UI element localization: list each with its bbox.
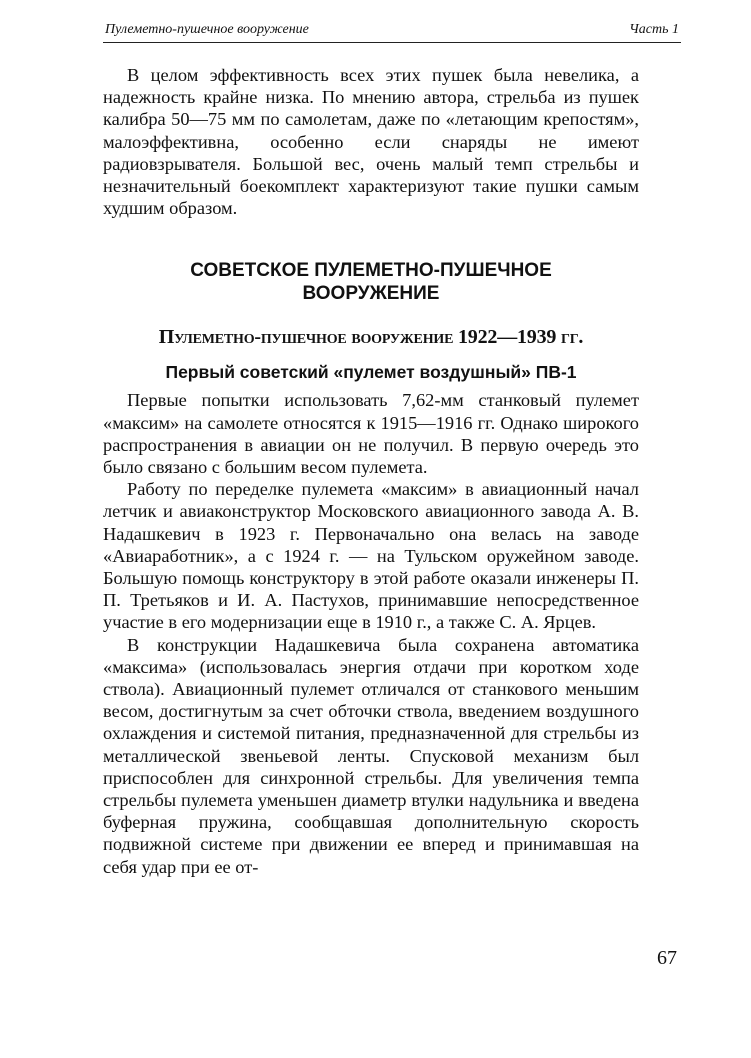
paragraph-2: Работу по переделке пулемета «максим» в авиационный начал летчик и авиаконструктор Московского авиационного завода А. В. Надашкевич в 1923 г. Первоначально она велась на заводе «Авиаработник», а с 1924 г. — на Тульском оружейном заводе. Большую помощь конструктору в этой работе оказали инженеры П. П. Третьяков и И. А. Пастухов, принимавшие непосредственное участие в его модернизации еще в 1910 г., а также С. А. Ярцев. (103, 479, 639, 633)
running-header (103, 20, 681, 43)
section-title (103, 259, 639, 305)
paragraph-1: Первые попытки использовать 7,62-мм станковый пулемет «максим» на самолете относятся к 1915—1916 гг. Однако широкого распространения в авиации он не получил. В первую очередь это было связано с большим весом пулемета. (103, 390, 639, 478)
paragraph-intro: В целом эффективность всех этих пушек была невелика, а надежность крайне низка. По мнению автора, стрельба из пушек калибра 50—75 мм по самолетам, даже по «летающим крепостям», малоэффективна, особенно если снаряды не имеют радиовзрывателя. Большой вес, очень малый темп стрельбы и незначительный боекомплект характеризуют такие пушки самым худшим образом. (103, 65, 639, 219)
page-body (103, 64, 639, 878)
section-title-line1: СОВЕТСКОЕ ПУЛЕМЕТНО-ПУШЕЧНОЕ (190, 260, 552, 282)
paragraph-3: В конструкции Надашкевича была сохранена автоматика «максима» (использовалась энергия отдачи при коротком ходе ствола). Авиационный пулемет отличался от станкового меньшим весом, достигнутым за счет обточки ствола, введением воздушного охлаждения и системой питания, предназначенной для стрельбы из металлической звеньевой ленты. Спусковой механизм был приспособлен для синхронной стрельбы. Для увеличения темпа стрельбы пулемета уменьшен диаметр втулки надульника и введена буферная пружина, сообщавшая дополнительную скорость подвижной системе при движении ее вперед и принимавшая на себя удар при ее от- (103, 634, 639, 877)
section-title-line2: ВООРУЖЕНИЕ (302, 283, 440, 305)
page-number: 67 (657, 947, 677, 969)
header-book-title: Пулеметно-пушечное вооружение (105, 22, 309, 37)
subsection-title: Пулеметно-пушечное вооружение 1922—1939 гг. (158, 326, 584, 349)
subsubsection-title: Первый советский «пулемет воздушный» ПВ-1 (165, 362, 577, 383)
header-part: Часть 1 (629, 22, 679, 37)
